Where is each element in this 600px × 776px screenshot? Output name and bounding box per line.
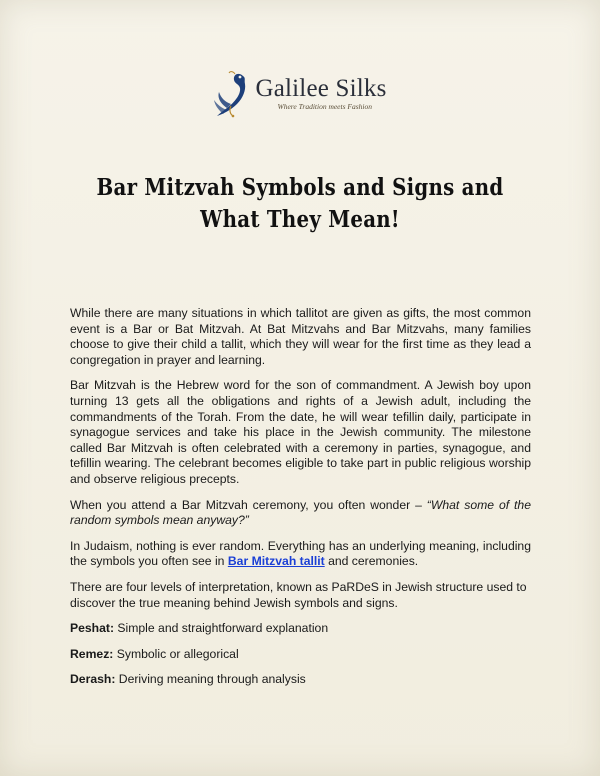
level-desc: Symbolic or allegorical bbox=[113, 646, 239, 661]
brand-name: Galilee Silks bbox=[255, 75, 387, 102]
level-term: Peshat: bbox=[70, 621, 115, 636]
paragraph-pardes: There are four levels of interpretation, known as PaRDeS in Jewish structure used to discover the true meaning behind Jewish symbols and signs. bbox=[70, 579, 527, 610]
paragraph-definition: Bar Mitzvah is the Hebrew word for the son of commandment. A Jewish boy upon turning 13 gets all the obligations and rights of a Jewish adult, including the commandments of the Torah. From the date, he will wear tefillin daily, participate in synagogue services and take his place in the Jewish community. The milestone called Bar Mitzvah is often celebrated with a ceremony in parties, synagogue, and tefillin wearing. The celebrant becomes eligible to take part in public religious worship and observe religious precepts. bbox=[70, 378, 531, 486]
paragraph-intro: While there are many situations in which tallitot are given as gifts, the most common event is a Bar or Bat Mitzvah. At Bat Mitzvahs and Bar Mitzvahs, many families choose to give their child a tallit, which they will wear for the first time as they lead a congregation in prayer and learning. bbox=[70, 306, 531, 367]
peacock-icon bbox=[213, 70, 253, 118]
article-body bbox=[70, 306, 531, 698]
paragraph-meaning bbox=[70, 539, 531, 570]
level-term: Derash: bbox=[70, 672, 116, 687]
meaning-text-before: In Judaism, nothing is ever random. Everything has an underlying meaning, including the symbols you often see in bbox=[70, 538, 531, 569]
title-line-2: What They Mean! bbox=[200, 206, 400, 233]
brand-text bbox=[255, 74, 386, 111]
level-term: Remez: bbox=[70, 646, 114, 661]
level-item-derash bbox=[70, 672, 531, 688]
level-item-peshat bbox=[70, 621, 531, 637]
brand-logo bbox=[0, 74, 600, 118]
meaning-text-after: and ceremonies. bbox=[324, 554, 419, 569]
bar-mitzvah-tallit-link[interactable]: Bar Mitzvah tallit bbox=[227, 554, 325, 569]
level-desc: Simple and straightforward explanation bbox=[114, 621, 329, 636]
logo-lockup bbox=[213, 74, 386, 118]
question-lead: When you attend a Bar Mitzvah ceremony, you often wonder – bbox=[70, 497, 427, 512]
levels-list bbox=[70, 621, 531, 688]
level-item-remez bbox=[70, 647, 531, 663]
brand-tagline: Where Tradition meets Fashion bbox=[277, 102, 372, 111]
paragraph-question bbox=[70, 498, 531, 529]
page-title bbox=[94, 172, 507, 236]
level-desc: Deriving meaning through analysis bbox=[115, 672, 306, 687]
title-line-1: Bar Mitzvah Symbols and Signs and bbox=[96, 174, 504, 201]
question-quote: “What some of the random symbols mean anyway?” bbox=[70, 497, 531, 528]
